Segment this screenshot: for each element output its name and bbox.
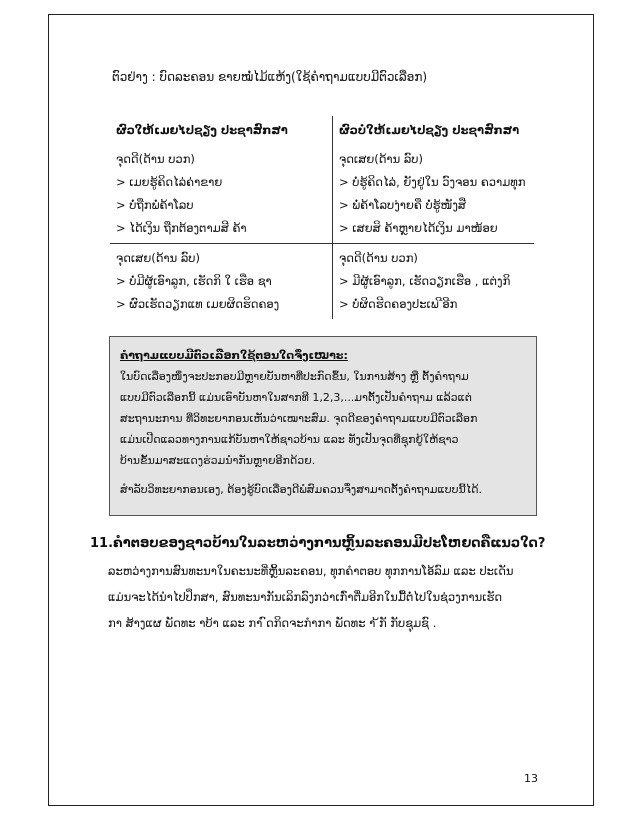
row1-right-cell xyxy=(333,145,535,244)
list-item: > ພໍ່ຄ້າໂລບງ່າຍຄື ບໍ່ຮູ້ໜັງສື xyxy=(339,198,466,212)
table-header-row xyxy=(110,116,534,145)
note-line: ແບບມີຕົວເລືອກນີ້ ແມ່ນເອົາບັນຫາໃນສາກທີ 1,2,3,...ມາຕັ້ງເປັນຄຳຖາມ ແລ້ວແຕ່ xyxy=(120,391,472,404)
note-line: ສະຖານະການ ທີ່ວິທະຍາກອນເຫັນວ່າເໝາະສົມ. ຈຸດດີຂອງຄຳຖາມແບບມີຕົວເລືອກ xyxy=(120,412,478,425)
list-item: > ບໍ່ມີຜູ້ເອົາລູກ, ເຮັດກິ ໃ ເຮືອ ຊາ xyxy=(116,274,272,288)
note-box xyxy=(109,336,537,516)
row1-left-title: ຈຸດດີ(ດ້ານ ບວກ) xyxy=(116,152,195,166)
note-last-line: ສຳລັບວິທະຍາກອນເອງ, ຕ້ອງຮູ້ບົດເລື່ອງດີພໍສົມຄວນຈຶ່ງສາມາດຕັ້ງຄຳຖາມແບບນີ້ໄດ້. xyxy=(120,483,483,496)
row2-right-cell xyxy=(333,244,535,320)
note-line: ບ້ານຂັ້ນມາສະແດງຮ່ວມນຳກັນຫຼາຍອີກດ້ວຍ. xyxy=(120,454,316,467)
header-left: ຜົວໃຫ້ເມຍໄປຊຽງ ປະຊາສົກສາ xyxy=(110,116,333,145)
list-item: > ເສຍສິ ຄ້າຫຼາຍໄດ້ເງິນ ມາໜ້ອຍ xyxy=(339,221,498,235)
list-item: > ບໍ່ຮູ້ຄິດໄລ່, ຍັງຢູ່ໃນ ວົງຈອນ ຄວາມທຸກ xyxy=(339,175,526,189)
note-line: ໃນບົດເລື່ອງໜຶ່ງຈະປະກອບມີຫຼາຍບັນຫາທີ່ປະກົດຂຶ້ນ, ໃນການສ້າງ ຫຼື ຕັ້ງຄຳຖາມ xyxy=(120,370,469,383)
list-item: > ບໍ່ຖືກພໍ່ຄ້າໂລບ xyxy=(116,198,194,212)
list-item: > ຜົວເຮັດວຽກແທ ເມຍຜິດຮິດຄອງ xyxy=(116,297,280,311)
list-item: > ໄດ້ເງິນ ຖືກຕ້ອງຕາມສີ ຄ້າ xyxy=(116,221,247,235)
note-spacer xyxy=(120,471,528,479)
body-line: ກາ ສ້າງແຜ ພັດທະ າບ້າ ແລະ ກາ ົດກິດຈະກຳກາ ພັດທະ າ ້ກັ ກັບຊຸມຊົ . xyxy=(108,616,437,630)
section-body xyxy=(108,558,553,636)
row1-right-title: ຈຸດເສຍ(ດ້ານ ລົບ) xyxy=(339,152,423,166)
example-title: ຕົວຢ່າງ : ບົດລະຄອນ ຂາຍໝໍ່ໄມ້ແຫ້ງ(ໃຊ້ຄຳຖາມແບບມີຕົວເລືອກ) xyxy=(112,70,428,84)
header-right: ຜົວບໍ່ໃຫ້ເມຍໄປຊຽງ ປະຊາສົກສາ xyxy=(339,123,520,137)
note-title: ຄຳຖາມແບບມີຕົວເລືອກໃຊ້ຕອນໃດຈຶ່ງເໝາະ: xyxy=(120,349,348,362)
row2-left-cell xyxy=(110,244,333,320)
row2-left-title: ຈຸດເສຍ(ດ້ານ ລົບ) xyxy=(116,251,200,265)
body-line: ແມ່ນຈະໄດ້ນຳໄປປຶກສາ, ສົນທະນາກັນເລິກລົງກວ່າເກົ່າຕື່ມອີກໃນມື້ຕໍ່ໄປໃນຊ່ວງການເຮັດ xyxy=(108,590,503,604)
section-heading: 11.ຄຳຕອບຂອງຊາວບ້ານໃນລະຫວ່າງການຫຼິ້ນລະຄອນມີປະໂຫຍດຄືແນວໃດ? xyxy=(90,536,546,551)
row1-left-cell xyxy=(110,145,333,244)
table-row xyxy=(110,145,534,244)
note-line: ແມ່ນເປີດແລວທາງການແກ້ບັນຫາໃຫ້ຊາວບ້ານ ແລະ ທັງເປັນຈຸດທີ່ຊຸກຍູ້ໃຫ້ຊາວ xyxy=(120,433,459,446)
list-item: > ບໍ່ຜິດຮີດຄອງປະເພ ີອີກ xyxy=(339,297,458,311)
row2-right-title: ຈຸດດີ(ດ້ານ ບວກ) xyxy=(339,251,418,265)
comparison-table xyxy=(110,116,534,319)
table-row xyxy=(110,244,534,320)
page-number: 13 xyxy=(524,772,538,785)
list-item: > ເມຍຮູ້ຄິດໄລ່ຄ່າຂາຍ xyxy=(116,175,223,189)
list-item: > ມີຜູ້ເອົາລູກ, ເຮັດວຽກເຮືອ , ແຕ່ງກິ xyxy=(339,274,511,288)
body-line: ລະຫວ່າງການສົນທະນາໃນຄະນະທີ່ຫຼິ້ນລະຄອນ, ທຸກຄຳຕອບ ທຸກການໂອ້ລົມ ແລະ ປະເດັນ xyxy=(108,564,514,578)
